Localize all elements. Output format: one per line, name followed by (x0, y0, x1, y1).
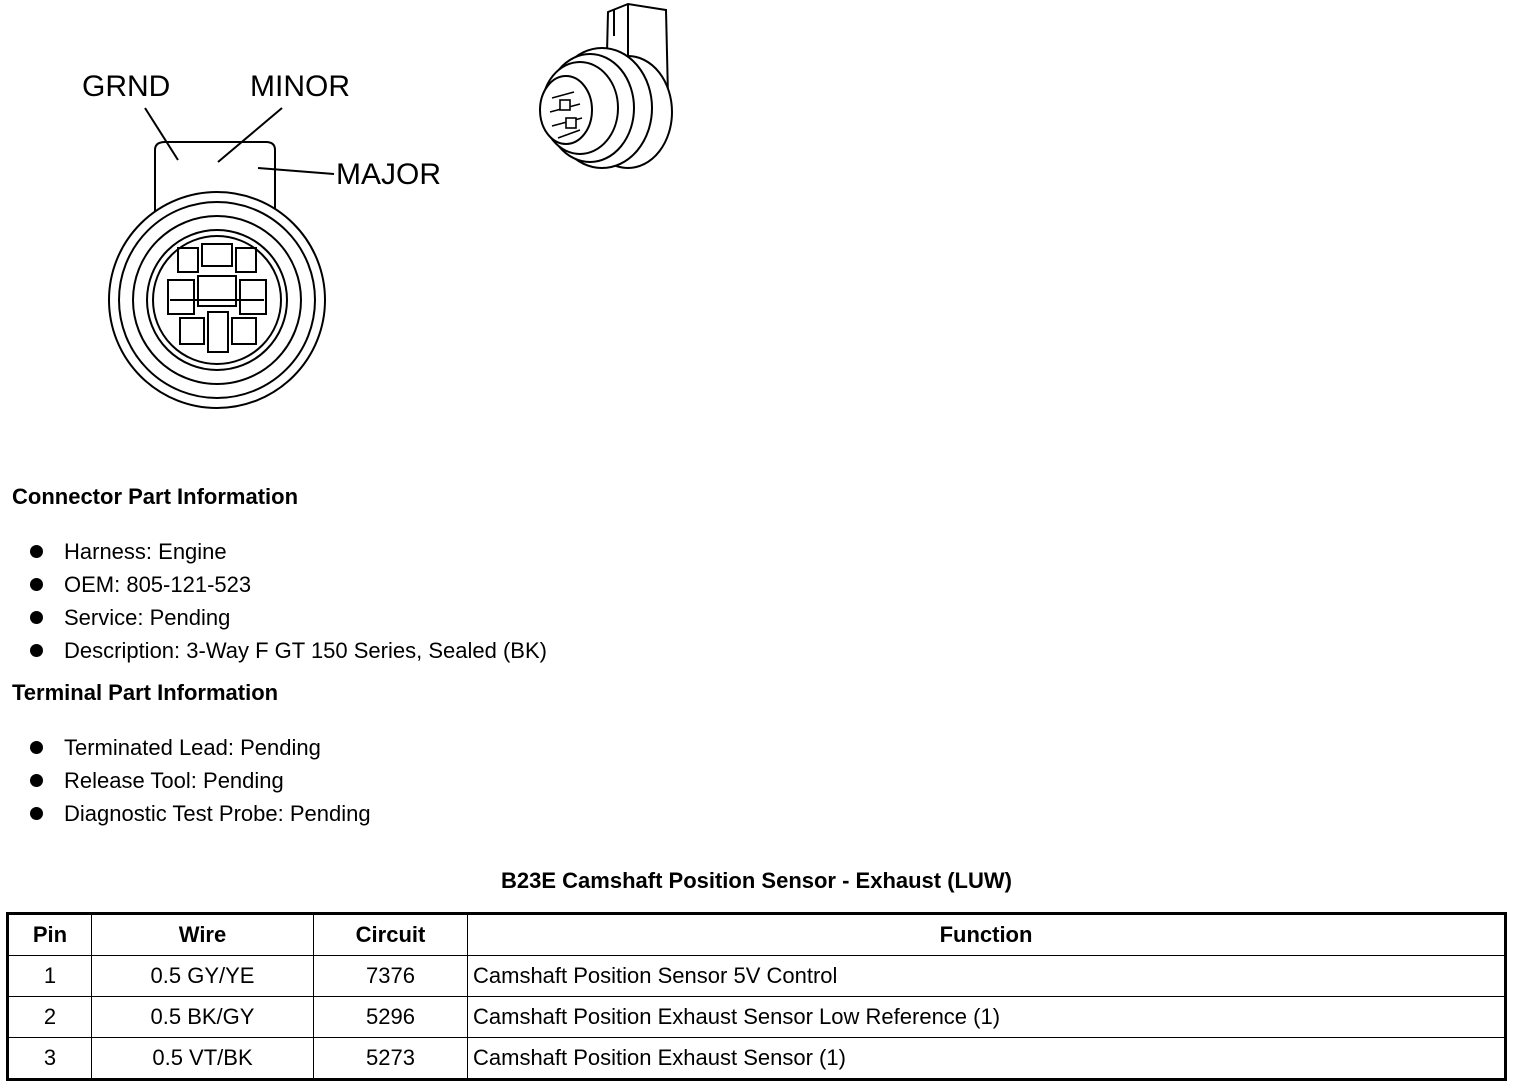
table-header-row (8, 914, 1506, 956)
cell-wire: 0.5 BK/GY (92, 997, 314, 1038)
bullet-icon (30, 644, 43, 657)
cell-function: Camshaft Position Sensor 5V Control (468, 956, 1506, 997)
list-item (28, 535, 547, 568)
table-row (8, 1038, 1506, 1080)
label-grnd: GRND (82, 70, 171, 103)
list-item-text: Release Tool: Pending (64, 767, 284, 793)
list-item (28, 634, 547, 667)
list-item-text: OEM: 805-121-523 (64, 571, 252, 597)
table-row (8, 997, 1506, 1038)
list-item (28, 601, 547, 634)
bullet-icon (30, 578, 43, 591)
cell-circuit: 7376 (314, 956, 468, 997)
list-item (28, 797, 371, 830)
cell-function: Camshaft Position Exhaust Sensor Low Reference (1) (468, 997, 1506, 1038)
bullet-icon (30, 611, 43, 624)
connector-diagram (0, 0, 760, 440)
label-major: MAJOR (336, 158, 441, 191)
cell-circuit: 5273 (314, 1038, 468, 1080)
cell-wire: 0.5 GY/YE (92, 956, 314, 997)
bullet-icon (30, 741, 43, 754)
terminal-part-list (28, 731, 371, 830)
cell-pin: 3 (8, 1038, 92, 1080)
connector-face-view (109, 108, 334, 408)
list-item (28, 764, 371, 797)
terminal-part-heading: Terminal Part Information (12, 680, 279, 705)
pinout-table (6, 912, 1507, 1081)
column-header-wire: Wire (92, 914, 314, 956)
column-header-circuit: Circuit (314, 914, 468, 956)
connector-isometric-view (540, 4, 672, 168)
table-row (8, 956, 1506, 997)
bullet-icon (30, 807, 43, 820)
column-header-pin: Pin (8, 914, 92, 956)
list-item-text: Service: Pending (64, 604, 231, 630)
label-minor: MINOR (250, 70, 350, 103)
list-item-text: Diagnostic Test Probe: Pending (64, 800, 371, 826)
cell-pin: 2 (8, 997, 92, 1038)
connector-part-list (28, 535, 547, 667)
list-item (28, 568, 547, 601)
bullet-icon (30, 774, 43, 787)
bullet-icon (30, 545, 43, 558)
cell-pin: 1 (8, 956, 92, 997)
cell-function: Camshaft Position Exhaust Sensor (1) (468, 1038, 1506, 1080)
connector-part-heading: Connector Part Information (12, 484, 299, 509)
column-header-function: Function (468, 914, 1506, 956)
cell-circuit: 5296 (314, 997, 468, 1038)
pinout-table-title: B23E Camshaft Position Sensor - Exhaust (LUW) (501, 868, 1012, 893)
list-item (28, 731, 371, 764)
list-item-text: Description: 3-Way F GT 150 Series, Sealed (BK) (64, 637, 547, 663)
list-item-text: Harness: Engine (64, 538, 227, 564)
cell-wire: 0.5 VT/BK (92, 1038, 314, 1080)
list-item-text: Terminated Lead: Pending (64, 734, 321, 760)
